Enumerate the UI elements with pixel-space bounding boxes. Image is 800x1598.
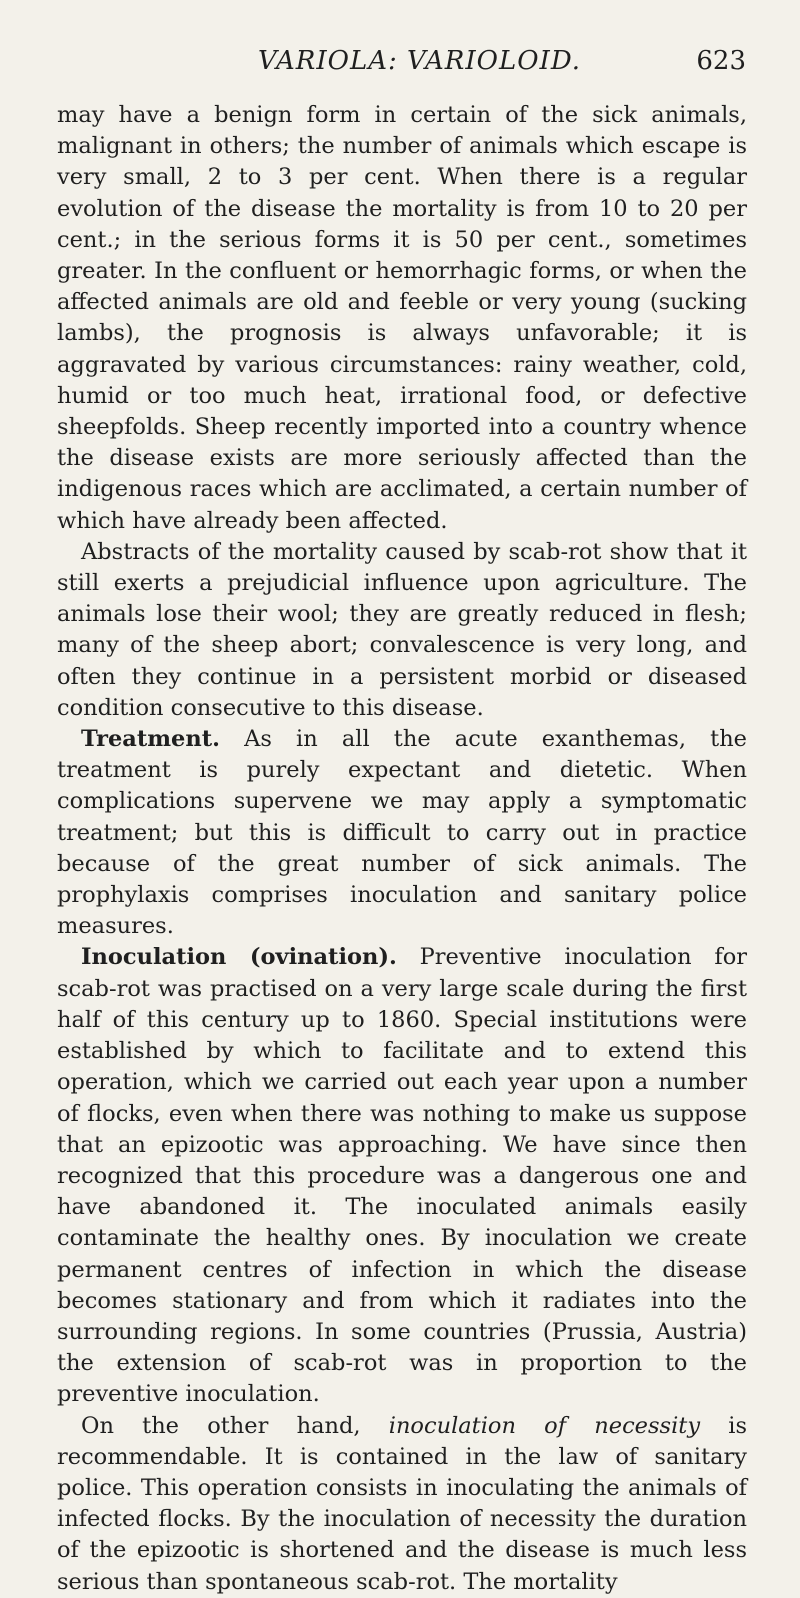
paragraph-text-before: On the other hand, [81,1412,389,1439]
paragraph-text: Abstracts of the mortality caused by scab-rot show that it still exerts a prejudicial influence upon agriculture. The animals lose their wool; they are greatly reduced in flesh; many of the sheep abort; convalescence is very long, and often they continue in a persistent morbid or diseased condition consecutive to this disease. [57,538,747,721]
paragraph-text: As in all the acute exanthemas, the treatment is purely expectant and dietetic. When complications supervene we may apply a symptomatic treatment; but this is difficult to carry out in practice because of the great number of sick animals. The prophylaxis comprises inoculation and sanitary police measures. [57,726,747,940]
running-title: VARIOLA: VARIOLOID. [258,46,582,76]
paragraph-inoculation [57,942,747,1410]
paragraph-text: may have a benign form in certain of the sick animals, malignant in others; the number of animals which escape is very small, 2 to 3 per cent. When there is a regular evolution of the disease the mortality is from 10 to 20 per cent.; in the serious forms it is 50 per cent., sometimes greater. In the confluent or hemorrhagic forms, or when the affected animals are old and feeble or very young (sucking lambs), the prognosis is always unfavorable; it is aggravated by various circumstances: rainy weather, cold, humid or too much heat, irrational food, or defective sheepfolds. Sheep recently imported into a country whence the disease exists are more seriously affected than the indigenous races which are acclimated, a certain number of which have already been affected. [57,102,747,534]
section-heading-treatment: Treatment. [81,726,220,753]
page-number: 623 [696,46,746,76]
paragraph-prognosis [57,100,747,537]
emphasized-term: inoculation of necessity [388,1412,701,1439]
paragraph-text: is recommendable. It is contained in the law of sanitary police. This operation consists in inoculating the animals of infected flocks. By the inoculation of necessity the duration of the epizootic is shortened and the disease is much less serious than spontaneous scab-rot. The mortality [57,1412,747,1595]
body-text [57,100,747,1598]
paragraph-mortality-abstracts [57,537,747,724]
paragraph-text: Preventive inoculation for scab-rot was practised on a very large scale during the first half of this century up to 1860. Special institutions were established by which to facilitate and to extend this operation, which we carried out each year upon a number of flocks, even when there was nothing to make us suppose that an epizootic was approaching. We have since then recognized that this procedure was a dangerous one and have abandoned it. The inoculated animals easily contaminate the healthy ones. By inoculation we create permanent centres of infection in which the disease becomes stationary and from which it radiates into the surrounding regions. In some countries (Prussia, Austria) the extension of scab-rot was in proportion to the preventive inoculation. [57,944,747,1408]
running-head [0,46,800,86]
paragraph-treatment [57,724,747,942]
section-heading-inoculation: Inoculation (ovination). [81,944,397,971]
paragraph-inoculation-of-necessity [57,1411,747,1598]
